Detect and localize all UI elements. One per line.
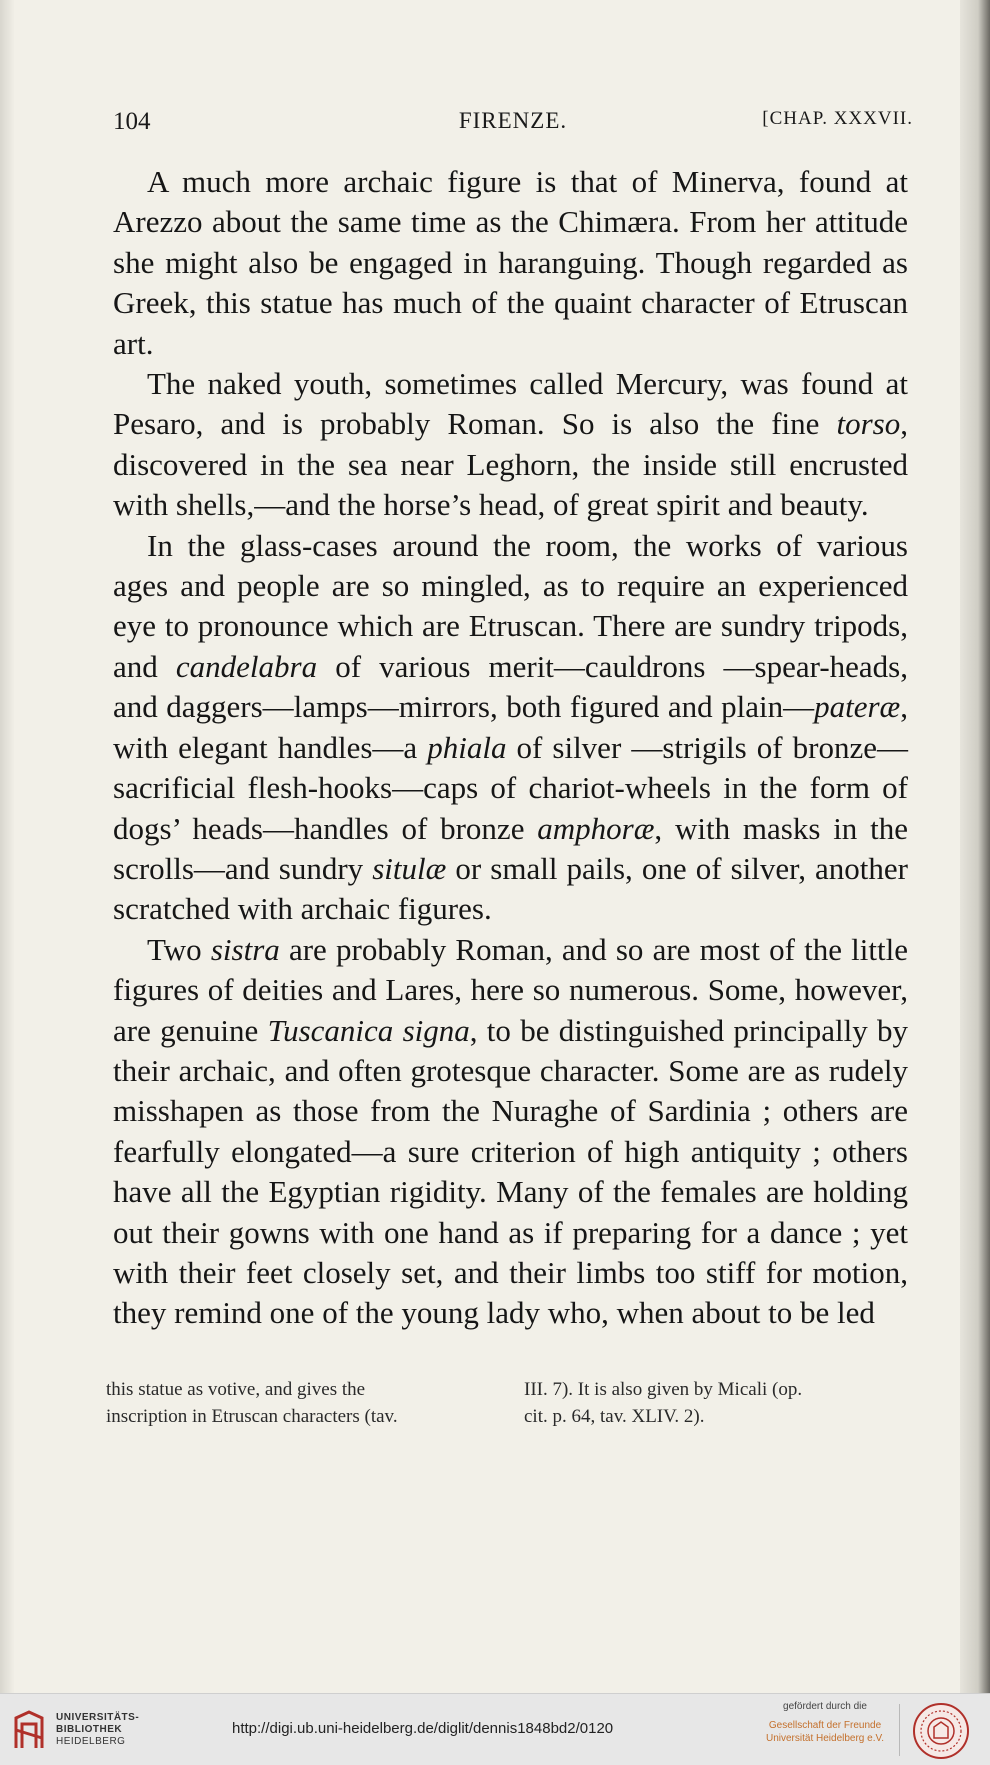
body-paragraph (113, 364, 908, 526)
sponsor-block (760, 1700, 890, 1745)
footnotes (106, 1376, 911, 1446)
italic-term: phiala (427, 729, 507, 765)
text-run: Two (147, 931, 211, 967)
text-run: of silver —strigils of bronze—sacrificial flesh-hooks—caps of chariot-wheels in the form of dogs’ heads—handles of bronze (113, 729, 908, 846)
chapter-label: [CHAP. XXXVII. (762, 108, 913, 129)
body-text (113, 162, 908, 1334)
footer-divider (899, 1704, 900, 1756)
permalink-url[interactable]: http://digi.ub.uni-heidelberg.de/diglit/dennis1848bd2/0120 (232, 1720, 614, 1737)
text-run: are probably Roman, and so are most of the little figures of deities and Lares, here so numerous. Some, however, are genuine (113, 931, 908, 1048)
italic-term: amphoræ (537, 810, 655, 846)
body-paragraph (113, 162, 908, 364)
university-seal-icon (912, 1702, 970, 1760)
library-logo-icon (12, 1708, 46, 1752)
running-head (113, 108, 913, 144)
page-number: 104 (113, 108, 151, 135)
sponsor-intro: gefördert durch die (783, 1701, 867, 1712)
footnote-line: this statue as votive, and gives the (106, 1379, 366, 1400)
library-name: UNIVERSITÄTS- BIBLIOTHEK HEIDELBERG (56, 1712, 140, 1747)
text-run: The naked youth, sometimes called Mercury, was found at Pesaro, and is probably Roman. So is also the fine (113, 366, 908, 442)
text-run: , to be distinguished principally by their archaic, and often grotesque character. Some are as rudely misshapen as those from the Nuraghe of Sardinia ; others are fearfully elongated—a sure criterion of high antiquity ; others have all the Egyptian rigidity. Many of the females are holding out their gowns with one hand as if preparing for a dance ; yet with their feet closely set, and their limbs too stiff for motion, they remind one of the young lady who, when about to be led (113, 1012, 908, 1331)
footnote-column-left (106, 1376, 491, 1430)
viewer-footer (0, 1693, 990, 1765)
italic-term: sistra (210, 931, 280, 967)
italic-term: pateræ (814, 689, 901, 725)
running-title: FIRENZE. (458, 108, 568, 133)
page-binding-shadow (960, 0, 990, 1693)
text-run: of various merit—cauldrons —spear-heads, and daggers—lamps—mirrors, both figured and plain— (113, 648, 908, 725)
italic-term: candelabra (175, 648, 318, 684)
italic-term: Tuscanica signa (267, 1012, 470, 1048)
text-run: , discovered in the sea near Leghorn, the inside still encrusted with shells,—and the horse’s head, of great spirit and beauty. (113, 406, 908, 523)
italic-term: situlæ (372, 850, 447, 886)
body-paragraph (113, 930, 908, 1334)
footnote-line: cit. p. 64, tav. XLIV. 2). (524, 1406, 705, 1427)
text-run: A much more archaic figure is that of Minerva, found at Arezzo about the same time as the Chimæra. From her attitude she might also be engaged in haranguing. Though regarded as Greek, this statue has much of the quaint character of Etruscan art. (113, 164, 908, 361)
footnote-column-right (524, 1376, 914, 1430)
italic-term: torso (836, 406, 901, 442)
sponsor-name: Gesellschaft der Freunde (768, 1720, 882, 1731)
sponsor-name: Universität Heidelberg e.V. (765, 1733, 885, 1744)
text-run: , with elegant handles—a (113, 689, 908, 765)
footnote-line: inscription in Etruscan characters (tav. (106, 1406, 398, 1427)
page-left-edge (0, 0, 14, 1693)
text-run: , with masks in the scrolls—and sundry (113, 810, 908, 886)
footnote-line: III. 7). It is also given by Micali (op. (524, 1379, 803, 1400)
text-run: In the glass-cases around the room, the works of various ages and people are so mingled, as to require an experienced eye to pronounce which are Etruscan. There are sundry tripods, and (113, 527, 908, 684)
text-run: or small pails, one of silver, another scratched with archaic figures. (113, 850, 908, 927)
body-paragraph (113, 526, 908, 930)
